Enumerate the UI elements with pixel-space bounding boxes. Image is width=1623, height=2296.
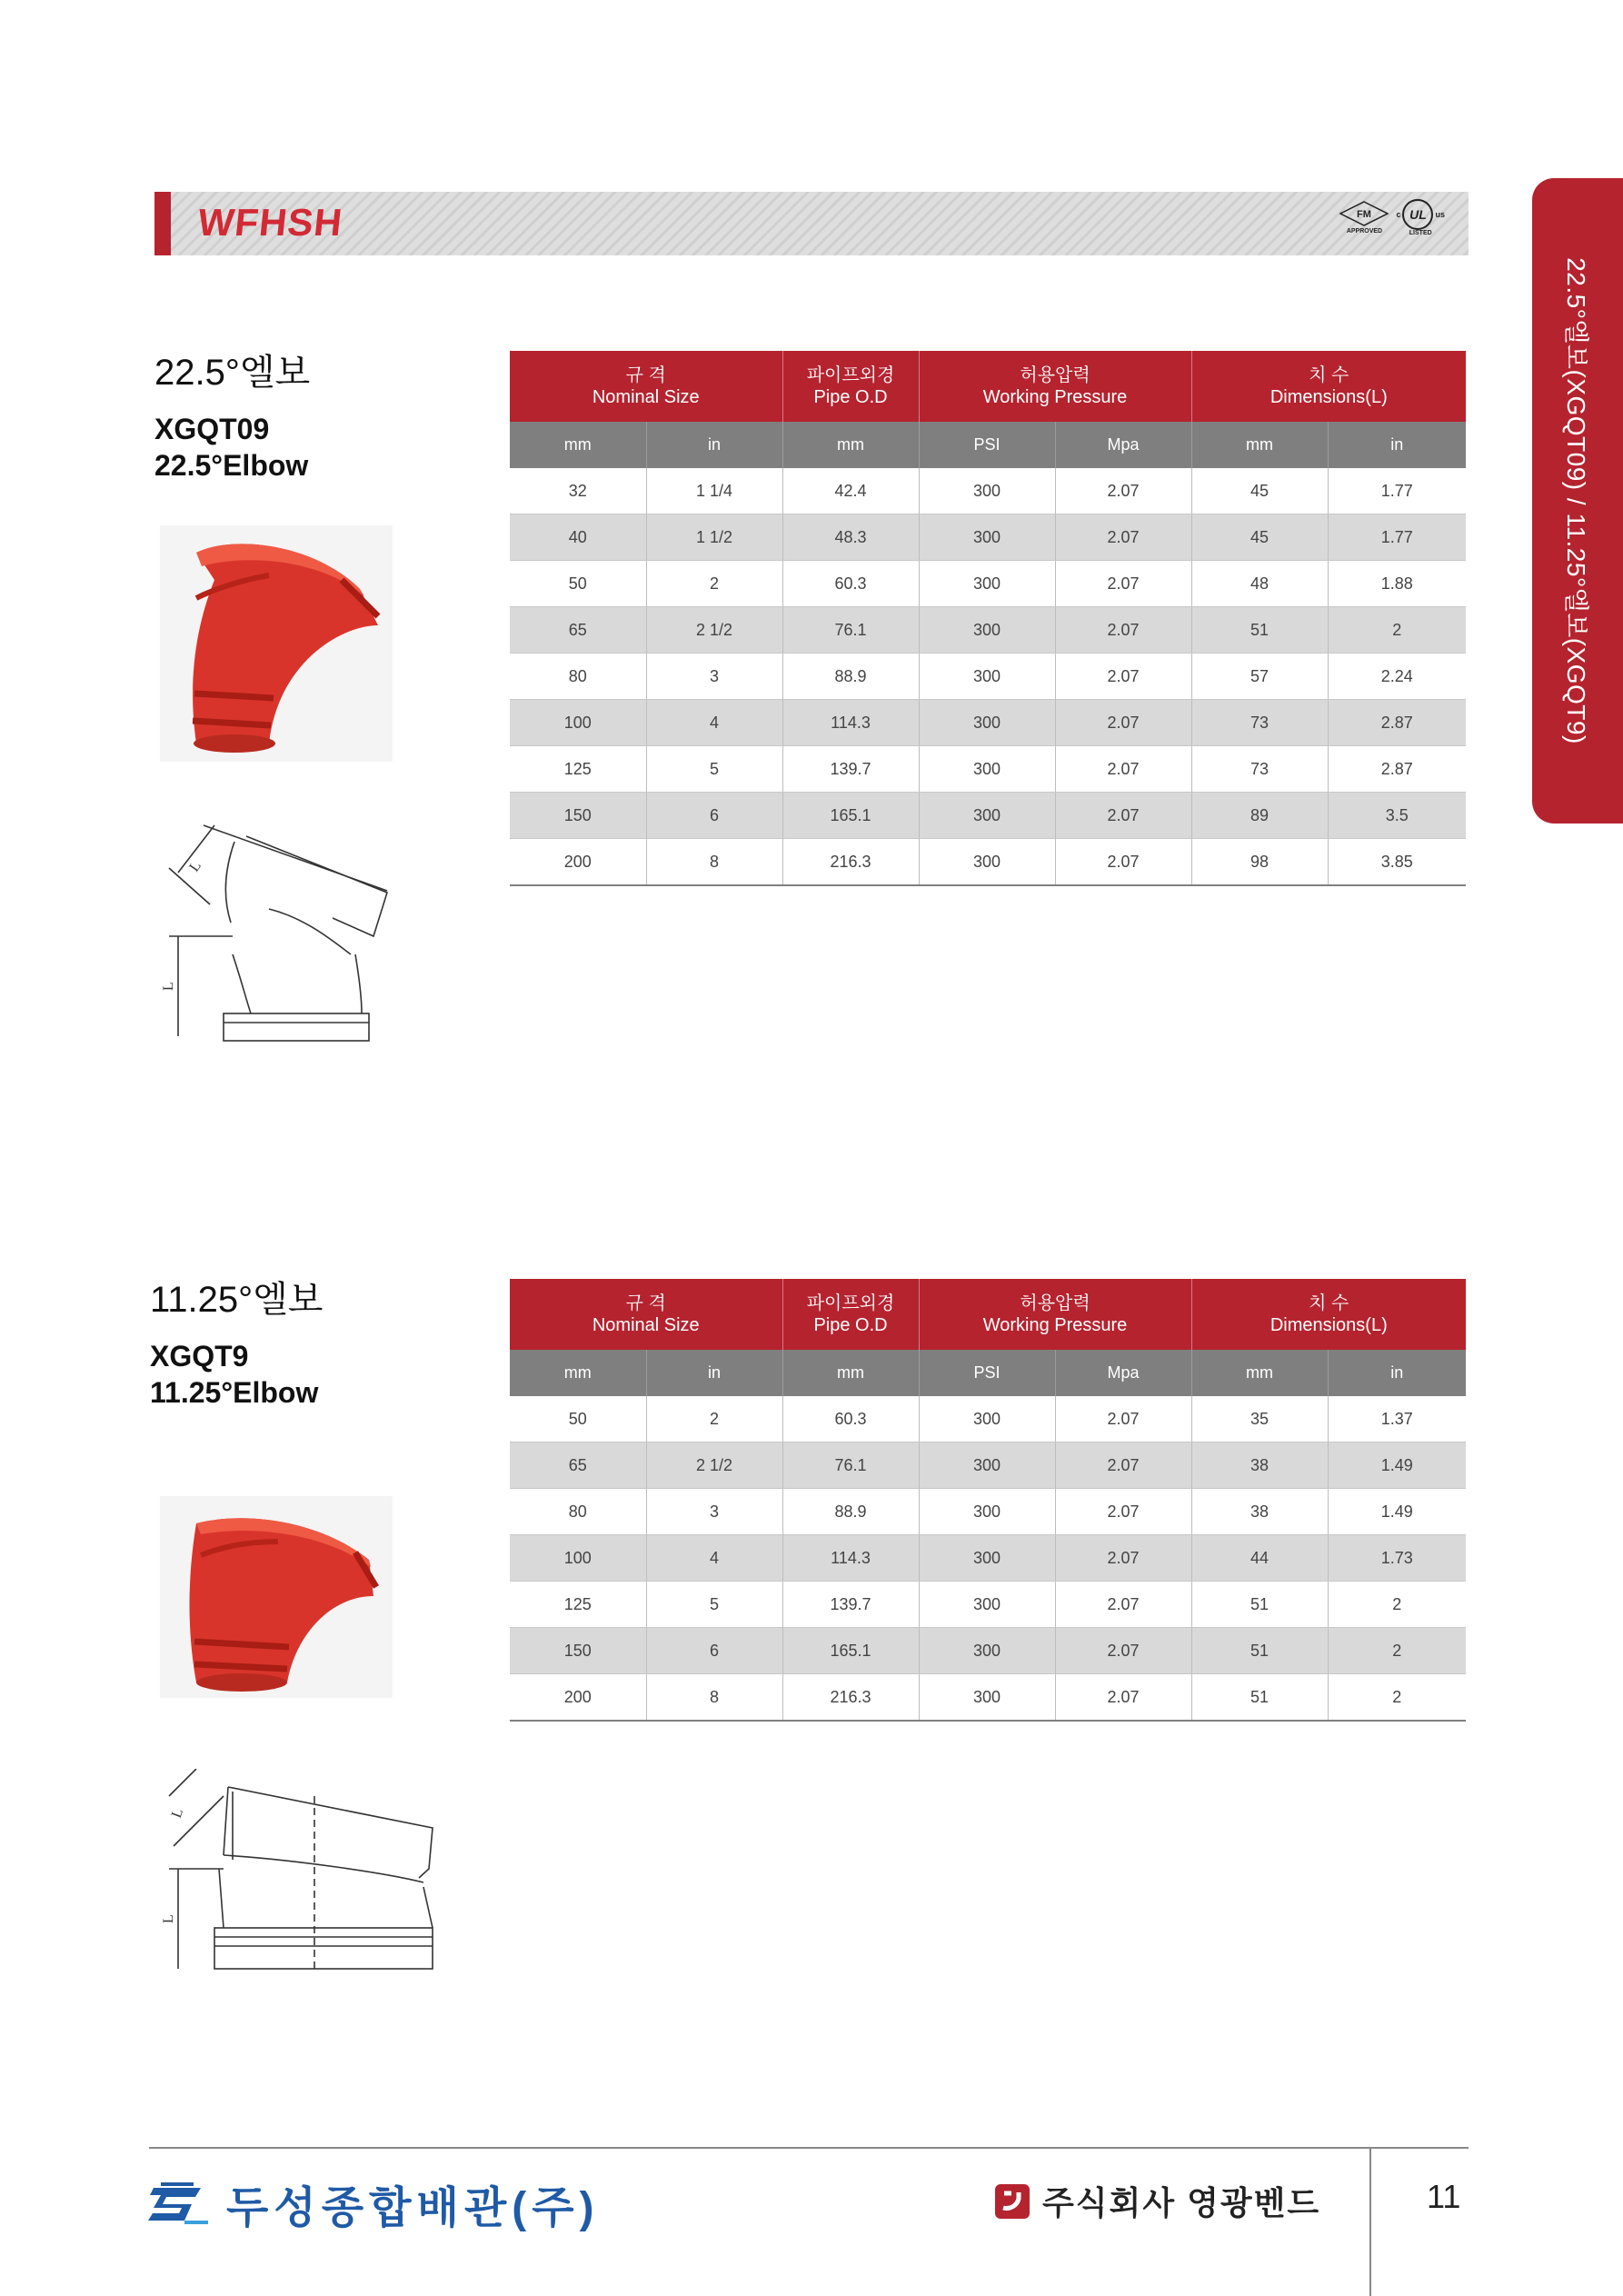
elbow-11-25-drawing [160, 1769, 442, 1972]
table-cell: 88.9 [782, 1489, 919, 1535]
table-cell: 2.87 [1328, 700, 1466, 746]
table-cell: 216.3 [782, 839, 919, 886]
table-cell: 50 [510, 561, 646, 607]
spec-table-11-25 [510, 1279, 1466, 1722]
fm-approved-mark [1339, 201, 1389, 235]
table-cell: 2.07 [1055, 1396, 1191, 1442]
doosung-logo [148, 2172, 600, 2235]
table-cell: 114.3 [782, 1535, 919, 1582]
table-cell: 2 1/2 [646, 607, 782, 654]
svg-text:FM: FM [1357, 209, 1372, 220]
table-cell: 2.07 [1055, 1674, 1191, 1722]
svg-text:L: L [161, 982, 176, 991]
table-cell: 6 [646, 1628, 782, 1674]
table-cell: 300 [919, 700, 1055, 746]
table-cell: 300 [919, 654, 1055, 700]
table-cell: 300 [919, 561, 1055, 607]
table-cell: 2.07 [1055, 746, 1191, 793]
table-cell: 2 [1328, 607, 1466, 654]
table-cell: 35 [1191, 1396, 1328, 1442]
table-header-row [510, 1279, 1466, 1350]
table-cell: 76.1 [782, 607, 919, 654]
certification-marks [1339, 199, 1445, 236]
table-cell: 2.07 [1055, 607, 1191, 654]
table-cell: 2.87 [1328, 746, 1466, 793]
table-cell: 2.07 [1055, 1582, 1191, 1628]
younggwang-logo-icon [995, 2184, 1030, 2219]
table-cell: 300 [919, 607, 1055, 654]
table-body [510, 1396, 1466, 1721]
table-cell: 38 [1191, 1442, 1328, 1489]
table-cell: 2 [1328, 1628, 1466, 1674]
table-cell: 2.07 [1055, 793, 1191, 839]
unit-cell: PSI [919, 1350, 1055, 1396]
page-number: 11 [1427, 2178, 1461, 2215]
table-cell: 1.49 [1328, 1442, 1466, 1489]
table-cell: 3 [646, 1489, 782, 1535]
table-row [510, 607, 1466, 654]
footer-vertical-divider [1369, 2147, 1371, 2296]
brand-logo: WFHSH [195, 201, 345, 244]
table-row [510, 514, 1466, 561]
table-cell: 1.73 [1328, 1535, 1466, 1582]
table-cell: 100 [510, 1535, 646, 1582]
table-row [510, 1442, 1466, 1489]
table-cell: 80 [510, 654, 646, 700]
younggwang-logo [995, 2178, 1320, 2224]
table-row [510, 561, 1466, 607]
table-cell: 150 [510, 1628, 646, 1674]
fm-diamond-icon [1339, 201, 1389, 226]
section-2-title: 11.25°엘보 [150, 1280, 324, 1320]
table-cell: 2.07 [1055, 700, 1191, 746]
table-cell: 100 [510, 700, 646, 746]
table-cell: 300 [919, 514, 1055, 561]
table-row [510, 793, 1466, 839]
table-cell: 1.77 [1328, 468, 1466, 514]
table-cell: 139.7 [782, 1582, 919, 1628]
unit-cell: mm [782, 1350, 919, 1396]
ul-circle-icon: UL [1402, 199, 1433, 230]
table-cell: 8 [646, 839, 782, 886]
table-cell: 57 [1191, 654, 1328, 700]
table-cell: 165.1 [782, 1628, 919, 1674]
table-cell: 80 [510, 1489, 646, 1535]
unit-cell: mm [1191, 422, 1328, 468]
table-cell: 300 [919, 1396, 1055, 1442]
table-cell: 98 [1191, 839, 1328, 886]
table-cell: 4 [646, 1535, 782, 1582]
table-cell: 300 [919, 1535, 1055, 1582]
table-cell: 125 [510, 1582, 646, 1628]
table-cell: 125 [510, 746, 646, 793]
table-cell: 300 [919, 793, 1055, 839]
unit-cell: in [646, 422, 782, 468]
unit-cell: mm [510, 1350, 646, 1396]
table-cell: 300 [919, 1582, 1055, 1628]
table-cell: 2.07 [1055, 1535, 1191, 1582]
table-cell: 300 [919, 1674, 1055, 1722]
table-row [510, 468, 1466, 514]
table-cell: 45 [1191, 514, 1328, 561]
table-cell: 1.49 [1328, 1489, 1466, 1535]
table-cell: 200 [510, 839, 646, 886]
elbow-22-5-drawing [160, 818, 396, 1043]
table-cell: 2.07 [1055, 561, 1191, 607]
table-cell: 2.24 [1328, 654, 1466, 700]
table-row [510, 839, 1466, 886]
unit-cell: in [1328, 1350, 1466, 1396]
header-red-tab [154, 192, 171, 255]
table-cell: 8 [646, 1674, 782, 1722]
table-cell: 300 [919, 468, 1055, 514]
table-row [510, 1535, 1466, 1582]
table-cell: 114.3 [782, 700, 919, 746]
doosung-logo-icon [148, 2179, 212, 2230]
footer-divider [149, 2147, 1469, 2149]
table-cell: 2.07 [1055, 468, 1191, 514]
table-cell: 3 [646, 654, 782, 700]
table-cell: 3.5 [1328, 793, 1466, 839]
table-cell: 51 [1191, 1582, 1328, 1628]
younggwang-company-name: 주식회사 영광벤드 [1042, 2184, 1321, 2221]
table-row [510, 746, 1466, 793]
unit-cell: mm [1191, 1350, 1328, 1396]
header-band [154, 192, 1469, 255]
table-row [510, 700, 1466, 746]
ul-listed-mark [1396, 199, 1445, 236]
ul-us-label: us [1435, 210, 1445, 219]
unit-cell: in [1328, 422, 1466, 468]
table-cell: 3.85 [1328, 839, 1466, 886]
table-cell: 300 [919, 1628, 1055, 1674]
nominal-size-header: 규 격 Nominal Size [510, 351, 782, 422]
table-row [510, 1582, 1466, 1628]
unit-cell: Mpa [1055, 1350, 1191, 1396]
spec-table-22-5 [510, 351, 1466, 886]
table-cell: 51 [1191, 1628, 1328, 1674]
table-cell: 2.07 [1055, 1628, 1191, 1674]
table-cell: 2 [646, 561, 782, 607]
table-row [510, 1489, 1466, 1535]
table-row [510, 1628, 1466, 1674]
table-cell: 40 [510, 514, 646, 561]
table-cell: 32 [510, 468, 646, 514]
table-cell: 48 [1191, 561, 1328, 607]
table-body [510, 468, 1466, 885]
table-cell: 88.9 [782, 654, 919, 700]
unit-cell: mm [510, 422, 646, 468]
ul-listed-label: LISTED [1409, 230, 1432, 236]
table-cell: 51 [1191, 1674, 1328, 1722]
pipe-od-header: 파이프외경 Pipe O.D [782, 351, 919, 422]
table-cell: 60.3 [782, 1396, 919, 1442]
side-tab-label: 22.5°엘보(XGQT09) / 11.25°엘보(XGQT9) [1562, 257, 1590, 744]
table-cell: 45 [1191, 468, 1328, 514]
table-cell: 65 [510, 607, 646, 654]
table-cell: 2 [646, 1396, 782, 1442]
section-2-name: 11.25°Elbow [150, 1376, 319, 1409]
table-cell: 2.07 [1055, 514, 1191, 561]
table-cell: 4 [646, 700, 782, 746]
working-pressure-header: 허용압력 Working Pressure [919, 351, 1191, 422]
nominal-size-header: 규 격 Nominal Size [510, 1279, 782, 1350]
ul-c-label: c [1396, 210, 1401, 219]
table-header-row [510, 351, 1466, 422]
table-cell: 300 [919, 746, 1055, 793]
table-row [510, 1674, 1466, 1722]
doosung-company-name: 두성종합배관(주) [226, 2184, 600, 2232]
table-cell: 2.07 [1055, 839, 1191, 886]
section-2-code: XGQT9 [150, 1340, 249, 1373]
working-pressure-header: 허용압력 Working Pressure [919, 1279, 1191, 1350]
table-cell: 73 [1191, 746, 1328, 793]
table-cell: 51 [1191, 607, 1328, 654]
table-cell: 216.3 [782, 1674, 919, 1722]
table-cell: 60.3 [782, 561, 919, 607]
table-cell: 1 1/4 [646, 468, 782, 514]
table-cell: 38 [1191, 1489, 1328, 1535]
elbow-22-5-photo [160, 525, 393, 762]
section-1-title: 22.5°엘보 [154, 353, 311, 393]
table-cell: 5 [646, 1582, 782, 1628]
svg-text:L: L [186, 858, 204, 875]
table-cell: 300 [919, 1442, 1055, 1489]
table-cell: 50 [510, 1396, 646, 1442]
table-cell: 300 [919, 1489, 1055, 1535]
unit-cell: in [646, 1350, 782, 1396]
svg-text:L: L [161, 1914, 176, 1923]
table-cell: 89 [1191, 793, 1328, 839]
table-cell: 150 [510, 793, 646, 839]
table-cell: 1.77 [1328, 514, 1466, 561]
table-cell: 6 [646, 793, 782, 839]
table-cell: 76.1 [782, 1442, 919, 1489]
unit-cell: PSI [919, 422, 1055, 468]
table-cell: 2 [1328, 1674, 1466, 1722]
table-cell: 1.88 [1328, 561, 1466, 607]
unit-cell: Mpa [1055, 422, 1191, 468]
table-cell: 73 [1191, 700, 1328, 746]
table-row [510, 654, 1466, 700]
pipe-od-header: 파이프외경 Pipe O.D [782, 1279, 919, 1350]
table-cell: 2.07 [1055, 1442, 1191, 1489]
table-cell: 2 [1328, 1582, 1466, 1628]
table-cell: 2 1/2 [646, 1442, 782, 1489]
table-cell: 200 [510, 1674, 646, 1722]
elbow-11-25-photo [160, 1496, 393, 1698]
table-cell: 5 [646, 746, 782, 793]
table-cell: 139.7 [782, 746, 919, 793]
fm-approved-label: APPROVED [1346, 228, 1383, 235]
table-cell: 44 [1191, 1535, 1328, 1582]
dimensions-header: 치 수 Dimensions(L) [1191, 351, 1466, 422]
table-cell: 48.3 [782, 514, 919, 561]
table-cell: 2.07 [1055, 654, 1191, 700]
unit-row [510, 1350, 1466, 1396]
table-cell: 42.4 [782, 468, 919, 514]
unit-cell: mm [782, 422, 919, 468]
svg-text:L: L [168, 1806, 187, 1821]
table-cell: 65 [510, 1442, 646, 1489]
unit-row [510, 422, 1466, 468]
section-1-name: 22.5°Elbow [154, 449, 309, 482]
table-cell: 2.07 [1055, 1489, 1191, 1535]
dimensions-header: 치 수 Dimensions(L) [1191, 1279, 1466, 1350]
table-row [510, 1396, 1466, 1442]
table-cell: 1 1/2 [646, 514, 782, 561]
section-1-code: XGQT09 [154, 413, 270, 445]
table-cell: 1.37 [1328, 1396, 1466, 1442]
table-cell: 300 [919, 839, 1055, 886]
table-cell: 165.1 [782, 793, 919, 839]
